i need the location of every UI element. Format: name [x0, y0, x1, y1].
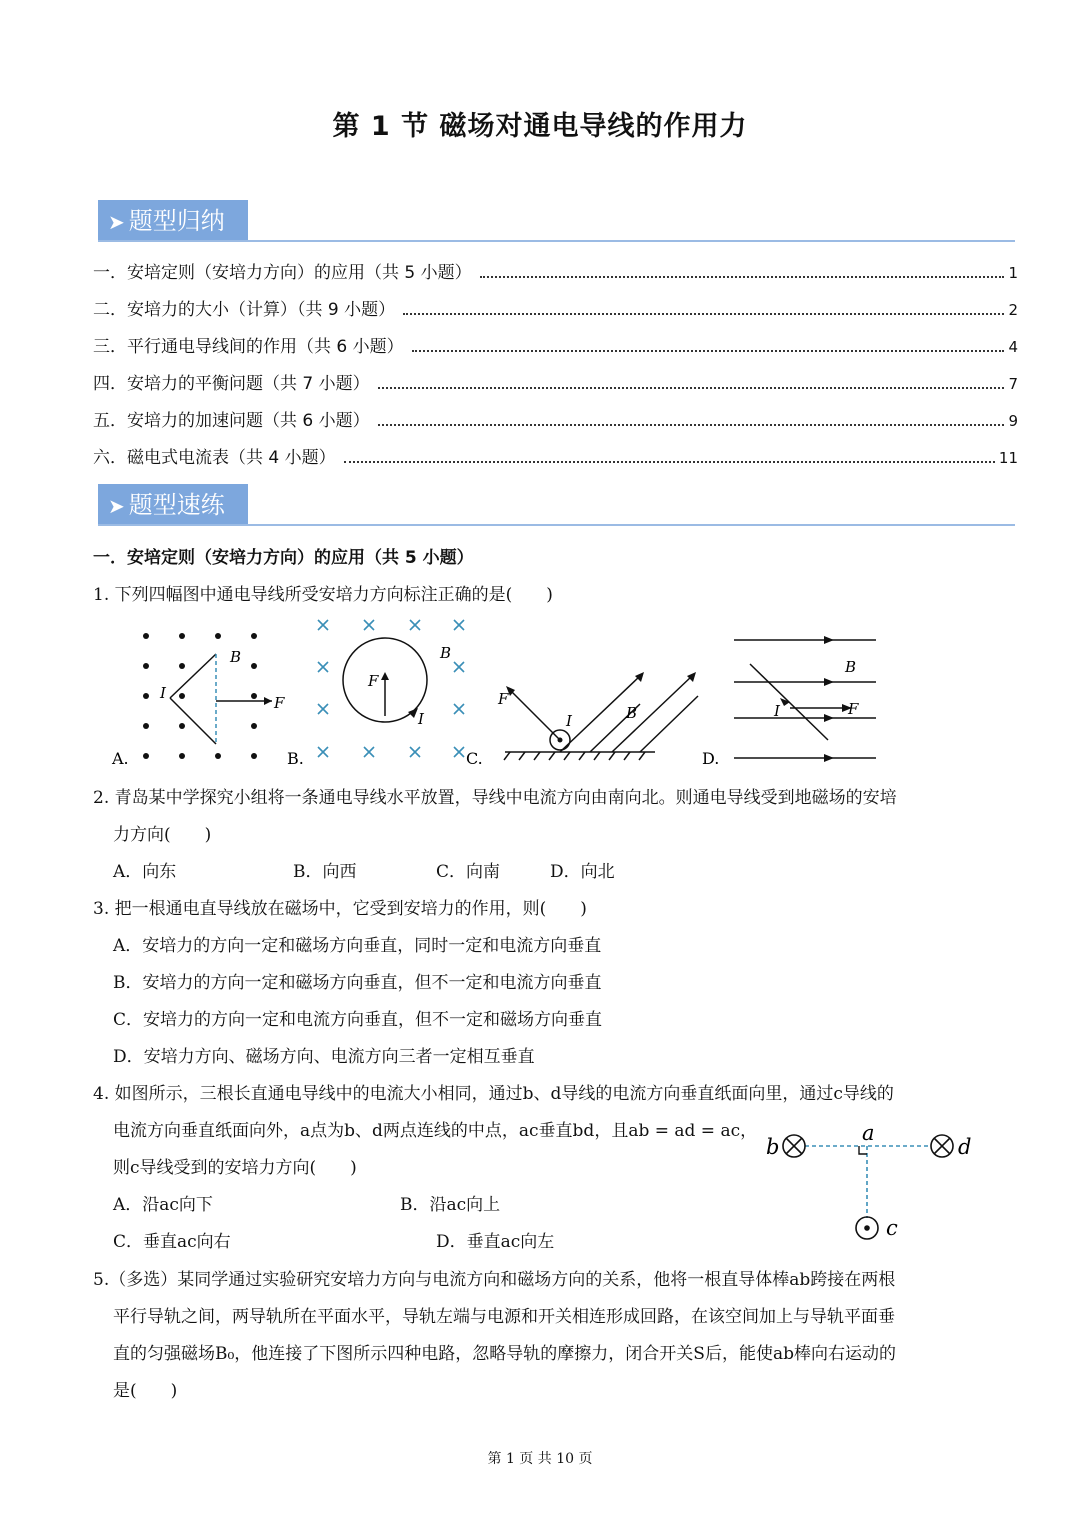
- label-B: B: [230, 648, 242, 666]
- toc-page: 2: [1008, 301, 1018, 319]
- figure-d-arrows: [780, 636, 852, 762]
- option-c[interactable]: C．安培力的方向一定和电流方向垂直，但不一定和磁场方向垂直: [113, 1010, 603, 1030]
- toc-page: 4: [1008, 338, 1018, 356]
- arrow-icon: ➤: [108, 494, 125, 518]
- section-heading: 一．安培定则（安培力方向）的应用（共 5 小题）: [93, 548, 474, 568]
- toc-leader: [403, 313, 1004, 315]
- label-c: c: [886, 1216, 898, 1240]
- toc-label: 五．安培力的加速问题（共 6 小题）: [93, 411, 370, 431]
- toc-leader: [378, 387, 1005, 389]
- question-1-figure: [100, 612, 900, 772]
- option-b[interactable]: B．向西: [293, 862, 357, 882]
- figure-c: [504, 676, 698, 760]
- question-5-line-4: 是( ): [113, 1381, 178, 1401]
- section-banner-summary: [98, 200, 248, 242]
- toc-item[interactable]: [93, 406, 1018, 431]
- toc-label: 三．平行通电导线间的作用（共 6 小题）: [93, 337, 404, 357]
- option-d[interactable]: D．垂直ac向左: [436, 1232, 555, 1252]
- toc-item[interactable]: [93, 369, 1018, 394]
- current-out-icon: [558, 738, 563, 743]
- banner-divider: [98, 524, 1015, 526]
- page-title: 第 1 节 磁场对通电导线的作用力: [332, 111, 748, 142]
- option-d-label: D.: [702, 749, 720, 768]
- option-b[interactable]: B．沿ac向上: [400, 1195, 501, 1215]
- label-I: I: [566, 712, 572, 730]
- option-a[interactable]: A．安培力的方向一定和磁场方向垂直，同时一定和电流方向垂直: [113, 936, 602, 956]
- arrow-icon: [381, 672, 389, 680]
- arrow-icon: [408, 708, 418, 718]
- option-b-label: B.: [287, 749, 304, 768]
- question-2-line-1: 2. 青岛某中学探究小组将一条通电导线水平放置，导线中电流方向由南向北。则通电导线受到地磁场的安培: [93, 788, 897, 808]
- label-F: F: [368, 672, 379, 690]
- figure-b: [318, 620, 464, 757]
- banner-label: 题型速练: [128, 491, 225, 519]
- label-I: I: [160, 684, 166, 702]
- question-2-line-2: 力方向( ): [113, 825, 212, 845]
- toc-page: 9: [1008, 412, 1018, 430]
- label-I: I: [774, 702, 780, 720]
- label-B: B: [626, 704, 638, 722]
- arrow-icon: ➤: [108, 210, 125, 234]
- toc-leader: [480, 276, 1005, 278]
- right-angle-mark: [859, 1146, 867, 1154]
- question-1-stem: 1. 下列四幅图中通电导线所受安培力方向标注正确的是( ): [93, 585, 553, 605]
- option-d[interactable]: D．安培力方向、磁场方向、电流方向三者一定相互垂直: [113, 1047, 535, 1067]
- toc-leader: [378, 424, 1005, 426]
- option-c[interactable]: C．垂直ac向右: [113, 1232, 231, 1252]
- toc-page: 7: [1008, 375, 1018, 393]
- wire-d-icon: [931, 1135, 953, 1157]
- question-5-line-2: 平行导轨之间，两导轨所在平面水平，导轨左端与电源和开关相连形成回路，在该空间加上与导轨平面垂: [113, 1307, 895, 1327]
- question-3-stem: 3. 把一根通电直导线放在磁场中，它受到安培力的作用，则( ): [93, 899, 587, 919]
- toc-label: 四．安培力的平衡问题（共 7 小题）: [93, 374, 370, 394]
- question-4-figure: [760, 1118, 980, 1248]
- banner-label: 题型归纳: [128, 207, 225, 235]
- label-B: B: [845, 658, 857, 676]
- label-F: F: [274, 694, 285, 712]
- label-B: B: [440, 644, 452, 662]
- toc-item[interactable]: [93, 295, 1018, 320]
- label-F: F: [848, 700, 859, 718]
- option-c[interactable]: C．向南: [436, 862, 501, 882]
- banner-divider: [98, 240, 1015, 242]
- question-4-line-2: 电流方向垂直纸面向外，a点为b、d两点连线的中点，ac垂直bd，且ab = ad = ac，: [113, 1121, 758, 1141]
- label-F: F: [498, 690, 509, 708]
- toc-label: 六．磁电式电流表（共 4 小题）: [93, 448, 336, 468]
- option-c-label: C.: [466, 749, 483, 768]
- toc-page: 1: [1008, 264, 1018, 282]
- label-a: a: [862, 1121, 875, 1145]
- label-I: I: [418, 710, 424, 728]
- toc-leader: [412, 350, 1005, 352]
- question-4-line-3: 则c导线受到的安培力方向( ): [113, 1158, 357, 1178]
- option-a[interactable]: A．向东: [113, 862, 177, 882]
- label-d: d: [958, 1135, 972, 1159]
- option-a[interactable]: A．沿ac向下: [113, 1195, 213, 1215]
- toc-leader: [344, 461, 995, 463]
- option-b[interactable]: B．安培力的方向一定和磁场方向垂直，但不一定和电流方向垂直: [113, 973, 602, 993]
- toc-item[interactable]: [93, 443, 1018, 468]
- wire-b-icon: [783, 1135, 805, 1157]
- option-a-label: A.: [112, 749, 129, 768]
- option-d[interactable]: D．向北: [550, 862, 615, 882]
- toc-page: 11: [998, 449, 1018, 467]
- label-b: b: [766, 1135, 780, 1159]
- toc-label: 一．安培定则（安培力方向）的应用（共 5 小题）: [93, 263, 472, 283]
- section-banner-practice: [98, 484, 248, 526]
- page-footer: 第 1 页 共 10 页: [487, 1451, 593, 1467]
- wire-c-icon: [856, 1217, 878, 1239]
- toc-label: 二．安培力的大小（计算）（共 9 小题）: [93, 300, 396, 320]
- question-5-line-1: 5.（多选）某同学通过实验研究安培力方向与电流方向和磁场方向的关系，他将一根直导体棒ab跨接在两根: [93, 1270, 896, 1290]
- toc-item[interactable]: [93, 258, 1018, 283]
- question-4-line-1: 4. 如图所示，三根长直通电导线中的电流大小相同，通过b、d导线的电流方向垂直纸面向里，通过c导线的: [93, 1084, 894, 1104]
- toc-item[interactable]: [93, 332, 1018, 357]
- question-5-line-3: 直的匀强磁场B₀，他连接了下图所示四种电路，忽略导轨的摩擦力，闭合开关S后，能使ab棒向右运动的: [113, 1344, 896, 1364]
